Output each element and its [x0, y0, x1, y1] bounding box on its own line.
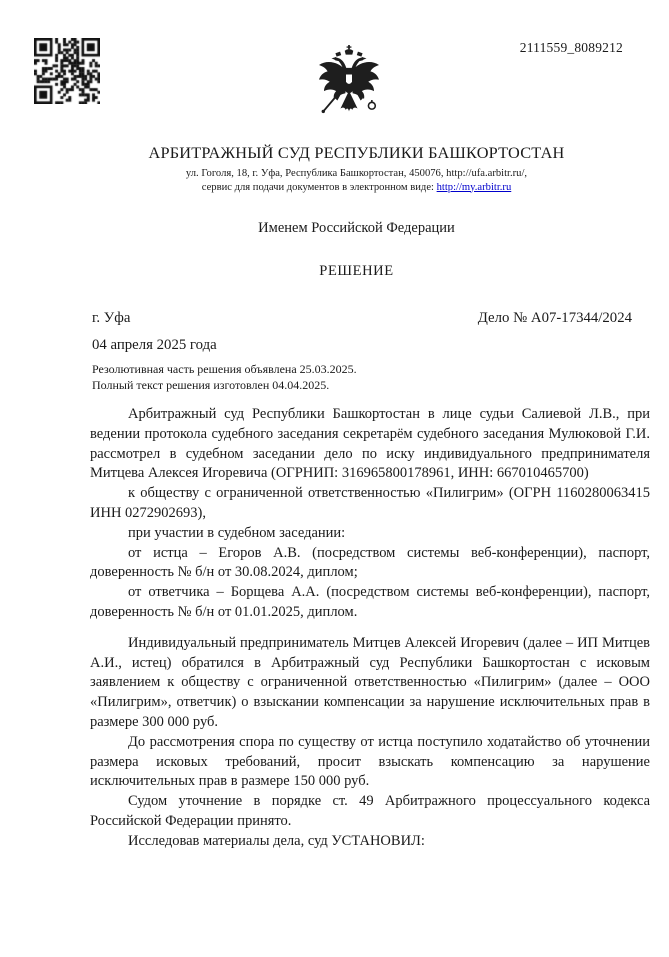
body-paragraph: Судом уточнение в порядке ст. 49 Арбитражного процессуального кодекса Российской Федерации принято.: [90, 793, 650, 829]
eservice-label: сервис для подачи документов в электронном виде:: [201, 181, 437, 193]
body-paragraph: к обществу с ограниченной ответственностью «Пилигрим» (ОГРН 1160280063415 ИНН 0272902693),: [90, 485, 650, 521]
body-paragraph: Исследовав материалы дела, суд УСТАНОВИЛ:: [128, 832, 425, 849]
body-paragraph: До рассмотрения спора по существу от истца поступило ходатайство об уточнении размера исковых требований, просит взыскать компенсацию за нарушение исключительных прав в размере 150 000 руб.: [90, 733, 650, 790]
document-code: 2111559_8089212: [519, 40, 623, 55]
city-label: г. Уфа: [92, 310, 131, 326]
body-paragraph: от истца – Егоров А.В. (посредством системы веб-конференции), паспорт, доверенность № б/н от 30.08.2024, диплом;: [90, 544, 650, 581]
document-type-title: РЕШЕНИЕ: [319, 263, 394, 279]
body-paragraph: от ответчика – Борщева А.А. (посредством системы веб-конференции), паспорт, доверенность № б/н от 01.01.2025, диплом.: [90, 584, 650, 620]
decision-body: [90, 405, 650, 852]
resolutive-block: [92, 362, 357, 393]
my-arbitr-link[interactable]: http://my.arbitr.ru: [436, 181, 512, 193]
case-number: Дело № А07-17344/2024: [477, 310, 632, 326]
qr-code-icon: [34, 38, 100, 104]
in-the-name-line: Именем Российской Федерации: [258, 220, 455, 236]
coat-of-arms-icon: [313, 45, 385, 125]
decision-date: 04 апреля 2025 года: [92, 337, 217, 353]
court-name: АРБИТРАЖНЫЙ СУД РЕСПУБЛИКИ БАШКОРТОСТАН: [148, 143, 565, 162]
resolutive-announced-line: Резолютивная часть решения объявлена 25.03.2025.: [92, 362, 357, 376]
court-address: [90, 167, 623, 194]
body-paragraph: Индивидуальный предприниматель Митцев Алексей Игоревич (далее – ИП Митцев А.И., истец) обратился в Арбитражный суд Республики Башкортостан с исковым заявлением к обществу с ограниченной ответственностью «Пилигрим» (далее – ООО «Пилигрим», ответчик) о взыскании компенсации за нарушение исключительных прав в размере 300 000 руб.: [90, 634, 650, 730]
body-paragraph: при участии в судебном заседании:: [128, 524, 346, 541]
court-address-line: ул. Гоголя, 18, г. Уфа, Республика Башкортостан, 450076, http://ufa.arbitr.ru/,: [185, 168, 528, 179]
case-row: [92, 310, 632, 327]
full-text-made-line: Полный текст решения изготовлен 04.04.2025.: [92, 377, 330, 392]
court-header: [90, 143, 623, 194]
body-paragraph: Арбитражный суд Республики Башкортостан в лице судьи Салиевой Л.В., при ведении протокола судебного заседания секретарём судебного заседания Мулюковой Г.И. рассмотрел в судебном заседании дело по иску индивидуального предпринимателя Митцева Алексея Игоревича (ОГРНИП: 316965800178961, ИНН: 667010465700): [90, 406, 650, 482]
